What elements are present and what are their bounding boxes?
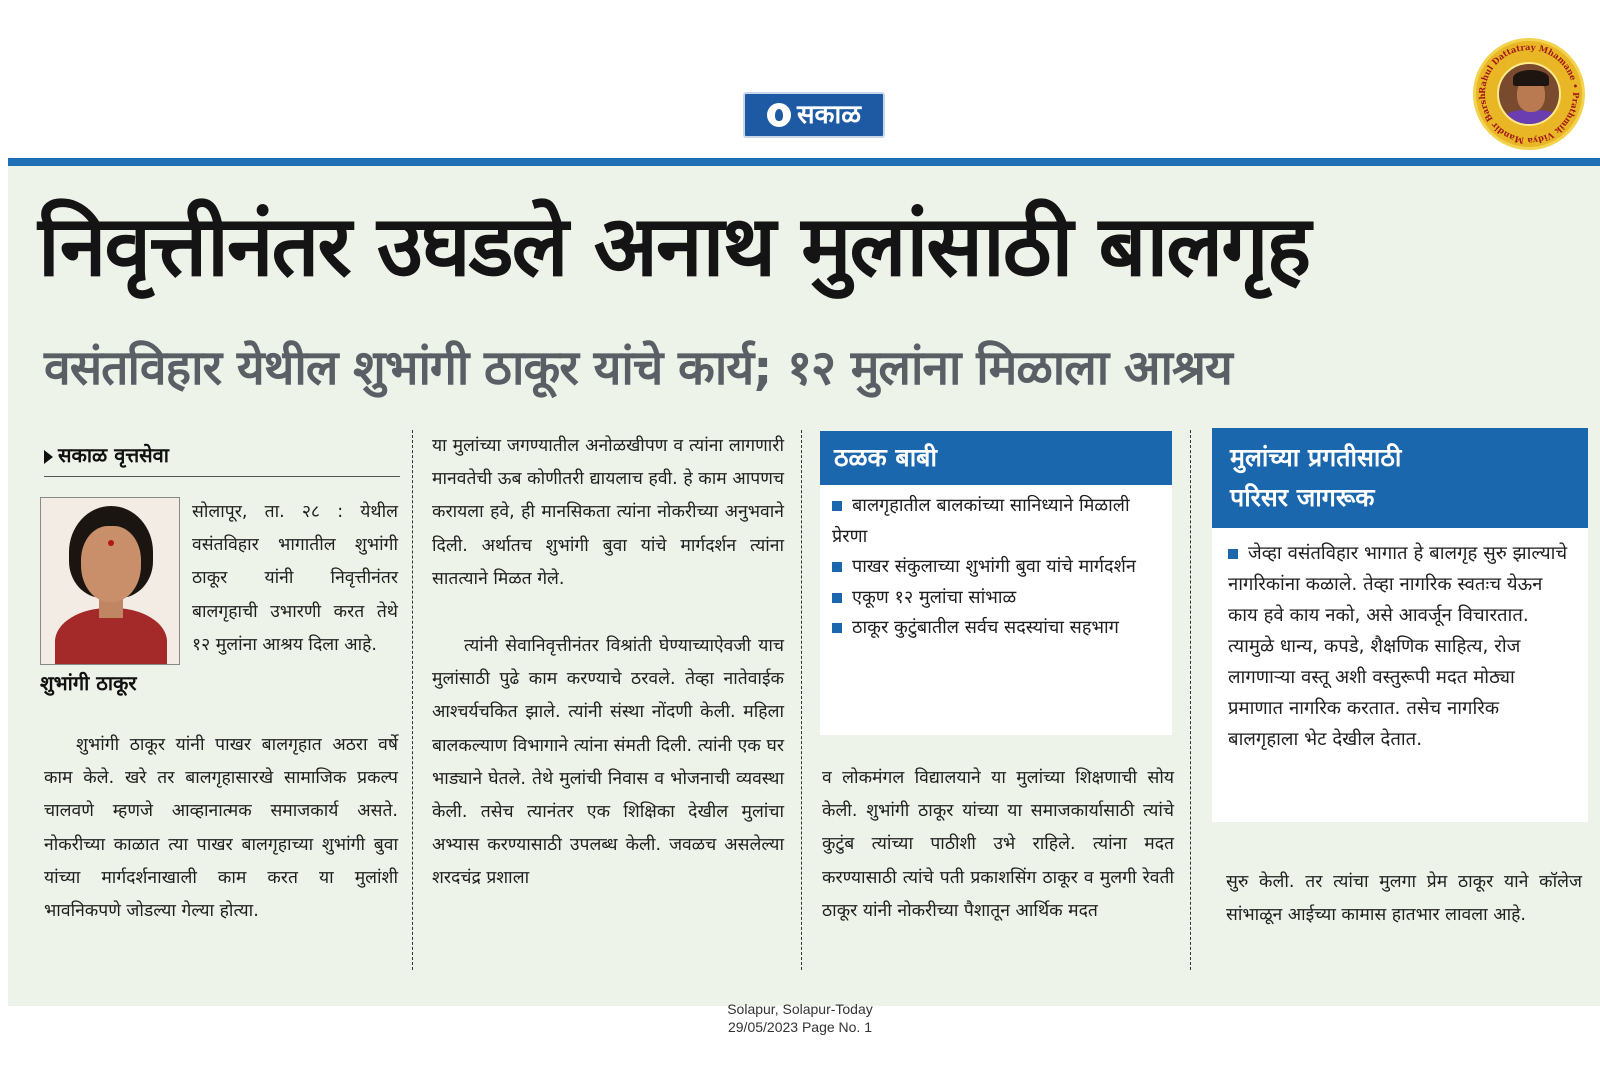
column-divider — [412, 430, 413, 970]
square-bullet-icon — [832, 623, 842, 633]
arrow-icon — [44, 450, 53, 464]
body-paragraph: त्यांनी सेवानिवृत्तीनंतर विश्रांती घेण्याच्याऐवजी याच मुलांसाठी पुढे काम करण्याचे ठरवले. तेव्हा नातेवाईक आश्चर्यचकित झाले. त्यांनी संस्था नोंदणी केली. महिला बालकल्याण विभागाने त्यांना संमती दिली. त्यांनी एक घर भाड्याने घेतले. तेथे मुलांची निवास व भोजनाची व्यवस्था केली. तसेच त्यानंतर एक शिक्षिका देखील मुलांचा अभ्यास करण्यासाठी उपलब्ध केली. जवळच असलेल्या शरदचंद्र प्रशाला — [432, 636, 784, 889]
article-top-bar — [8, 158, 1600, 166]
intro-paragraph: सोलापूर, ता. २८ : येथील वसंतविहार भागातील शुभांगी ठाकूर यांनी निवृत्तीनंतर बालगृहाची उभारणी करत तेथे १२ मुलांना आश्रय दिला आहे. — [192, 502, 398, 655]
square-bullet-icon — [832, 562, 842, 572]
square-bullet-icon — [1228, 549, 1238, 559]
byline — [44, 440, 400, 470]
byline-text: सकाळ वृत्तसेवा — [58, 443, 169, 467]
masthead-name: सकाळ — [796, 100, 862, 130]
badge-text: Rahul Dattatray Mhamane • Prathmik Vidya Mandir Barsh — [1476, 41, 1582, 147]
sidebar-box — [1212, 428, 1588, 822]
highlight-item: पाखर संकुलाच्या शुभांगी बुवा यांचे मार्गदर्शन — [832, 552, 1160, 583]
column-divider — [1190, 430, 1191, 970]
subheadline: वसंतविहार येथील शुभांगी ठाकूर यांचे कार्य; १२ मुलांना मिळाला आश्रय — [44, 340, 1232, 396]
portrait-photo — [40, 497, 180, 665]
body-paragraph: सुरु केली. तर त्यांचा मुलगा प्रेम ठाकूर याने कॉलेज सांभाळून आईच्या कामास हातभार लावला आहे. — [1226, 872, 1582, 926]
highlights-box — [820, 431, 1172, 735]
highlight-item: ठाकूर कुटुंबातील सर्वच सदस्यांचा सहभाग — [832, 613, 1160, 644]
headline: निवृत्तीनंतर उघडले अनाथ मुलांसाठी बालगृह — [38, 197, 1310, 295]
square-bullet-icon — [832, 501, 842, 511]
body-paragraph: या मुलांच्या जगण्यातील अनोळखीपण व त्यांना लागणारी मानवतेची ऊब कोणीतरी द्यायलाच हवी. हे काम आपणच करायला हवे, ही मानसिकता त्यांना नोकरीच्या अनुभवाने दिली. अर्थातच शुभांगी बुवा यांचे मार्गदर्शन त्यांना सातत्याने मिळत गेले. — [432, 436, 784, 589]
highlights-title: ठळक बाबी — [820, 431, 1172, 485]
sidebar-body: जेव्हा वसंतविहार भागात हे बालगृह सुरु झाल्याचे नागरिकांना कळाले. तेव्हा नागरिक स्वतःच येऊन काय हवे काय नको, असे आवर्जून विचारतात. त्यामुळे धान्य, कपडे, शैक्षणिक साहित्य, रोज लागणाऱ्या वस्तू अशी वस्तुरूपी मदत मोठ्या प्रमाणात नागरिक करतात. तसेच नागरिक बालगृहाला भेट देखील देतात. — [1228, 543, 1568, 750]
photo-caption: शुभांगी ठाकूर — [40, 671, 137, 695]
badge-avatar — [1497, 62, 1561, 126]
body-paragraph: व लोकमंगल विद्यालयाने या मुलांच्या शिक्षणाची सोय केली. शुभांगी ठाकूर यांच्या या समाजकार्यासाठी त्यांचे कुटुंब त्यांच्या पाठीशी उभे राहिले. त्यांना मदत करण्यासाठी त्यांचे पती प्रकाशसिंग ठाकूर व मुलगी रेवती ठाकूर यांनी नोकरीच्या पैशातून आर्थिक मदत — [822, 768, 1174, 921]
date-page-label: 29/05/2023 Page No. 1 — [727, 1019, 872, 1035]
sidebar-title: मुलांच्या प्रगतीसाठी परिसर जागरूक — [1212, 428, 1588, 528]
byline-divider — [44, 476, 400, 477]
newspaper-masthead — [743, 92, 885, 138]
edition-label: Solapur, Solapur-Today — [727, 1001, 873, 1017]
column-divider — [801, 430, 802, 970]
highlight-item: एकूण १२ मुलांचा सांभाळ — [832, 583, 1160, 614]
lamp-icon — [767, 103, 791, 127]
body-paragraph: शुभांगी ठाकूर यांनी पाखर बालगृहात अठरा वर्षे काम केले. खरे तर बालगृहासारखे सामाजिक प्रकल्प चालवणे म्हणजे आव्हानात्मक समाजकार्य असते. नोकरीच्या काळात त्या पाखर बालगृहाच्या शुभांगी बुवा यांच्या मार्गदर्शनाखाली काम करत या मुलांशी भावनिकपणे जोडल्या गेल्या होत्या. — [44, 735, 398, 922]
page-footer — [560, 1000, 1040, 1036]
highlight-item: बालगृहातील बालकांच्या सानिध्याने मिळाली प्रेरणा — [832, 495, 1130, 547]
square-bullet-icon — [832, 593, 842, 603]
profile-badge — [1473, 38, 1585, 150]
